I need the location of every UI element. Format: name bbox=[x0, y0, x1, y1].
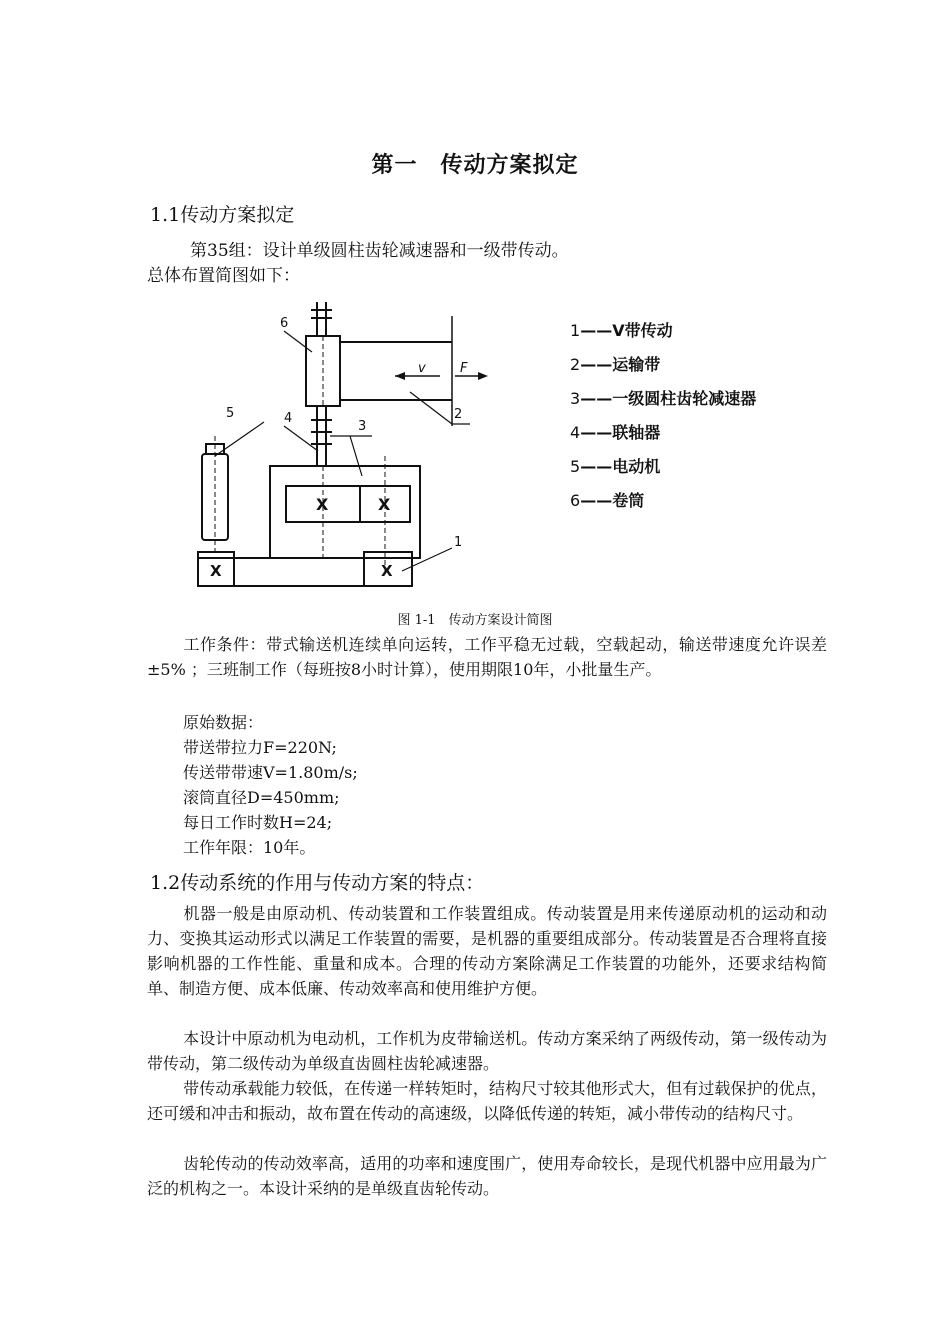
working-conditions: 工作条件：带式输送机连续单向运转，工作平稳无过载，空载起动，输送带速度允许误差±5% ；三班制工作（每班按8小时计算），使用期限10年，小批量生产。 bbox=[147, 635, 827, 679]
pulley-symbol-1: X bbox=[210, 562, 222, 580]
diagram-label-3: 3 bbox=[358, 419, 367, 434]
diagram-label-1: 1 bbox=[454, 535, 463, 550]
raw-data-heading: 原始数据： bbox=[183, 713, 264, 732]
body-paragraph: 带传动承载能力较低，在传递一样转矩时，结构尺寸较其他形式大，但有过载保护的优点，还可缓和冲击和振动，故布置在传动的高速级，以降低传递的转矩，减小带传动的结构尺寸。 bbox=[147, 1079, 827, 1123]
reducer-inner bbox=[286, 486, 410, 522]
velocity-symbol: v bbox=[418, 361, 426, 376]
section-heading-1-2: 1.2传动系统的作用与传动方案的特点： bbox=[150, 872, 485, 894]
legend-item: 3——一级圆柱齿轮减速器 bbox=[570, 389, 757, 408]
transmission-diagram bbox=[190, 296, 510, 601]
drum-top-shaft bbox=[311, 302, 332, 336]
legend-item: 6——卷筒 bbox=[570, 491, 645, 510]
layout-line: 总体布置简图如下： bbox=[147, 266, 300, 286]
section-heading-1-1: 1.1传动方案拟定 bbox=[150, 204, 295, 226]
group-line: 第35组：设计单级圆柱齿轮减速器和一级带传动。 bbox=[190, 241, 569, 261]
legend-item: 1——V带传动 bbox=[570, 321, 673, 340]
page-title: 第一 传动方案拟定 bbox=[371, 153, 579, 178]
pulley-symbol-2: X bbox=[381, 562, 393, 580]
legend-item: 4——联轴器 bbox=[570, 423, 661, 442]
raw-data-item: 工作年限：10年。 bbox=[183, 838, 316, 857]
figure-caption: 图 1-1 传动方案设计简图 bbox=[397, 613, 553, 628]
diagram-label-4: 4 bbox=[284, 411, 293, 426]
coupling bbox=[311, 406, 332, 466]
gear-symbol-2: X bbox=[378, 495, 391, 514]
diagram-label-2: 2 bbox=[454, 407, 463, 422]
raw-data-item: 传送带带速V=1.80m/s; bbox=[183, 763, 358, 782]
raw-data-item: 每日工作时数H=24; bbox=[183, 813, 333, 832]
legend-item: 2——运输带 bbox=[570, 355, 661, 374]
diagram-legend bbox=[570, 318, 756, 522]
force-symbol: F bbox=[460, 361, 468, 376]
diagram-label-6: 6 bbox=[280, 316, 289, 331]
raw-data-item: 带送带拉力F=220N; bbox=[183, 738, 337, 757]
body-paragraph: 本设计中原动机为电动机，工作机为皮带输送机。传动方案采纳了两级传动，第一级传动为带传动，第二级传动为单级直齿圆柱齿轮减速器。 bbox=[147, 1029, 827, 1073]
body-paragraph: 齿轮传动的传动效率高，适用的功率和速度围广，使用寿命较长，是现代机器中应用最为广泛的机构之一。本设计采纳的是单级直齿轮传动。 bbox=[147, 1154, 827, 1198]
gear-symbol-1: X bbox=[316, 495, 329, 514]
body-paragraph: 机器一般是由原动机、传动装置和工作装置组成。传动装置是用来传递原动机的运动和动力、变换其运动形式以满足工作装置的需要，是机器的重要组成部分。传动装置是否合理将直接影响机器的工作性能、重量和成本。合理的传动方案除满足工作装置的功能外，还要求结构简单、制造方便、成本低廉、传动效率高和使用维护方便。 bbox=[147, 904, 827, 998]
reducer-housing bbox=[270, 466, 420, 558]
diagram-label-5: 5 bbox=[226, 406, 235, 421]
raw-data-item: 滚筒直径D=450mm; bbox=[183, 788, 340, 807]
legend-item: 5——电动机 bbox=[570, 457, 661, 476]
